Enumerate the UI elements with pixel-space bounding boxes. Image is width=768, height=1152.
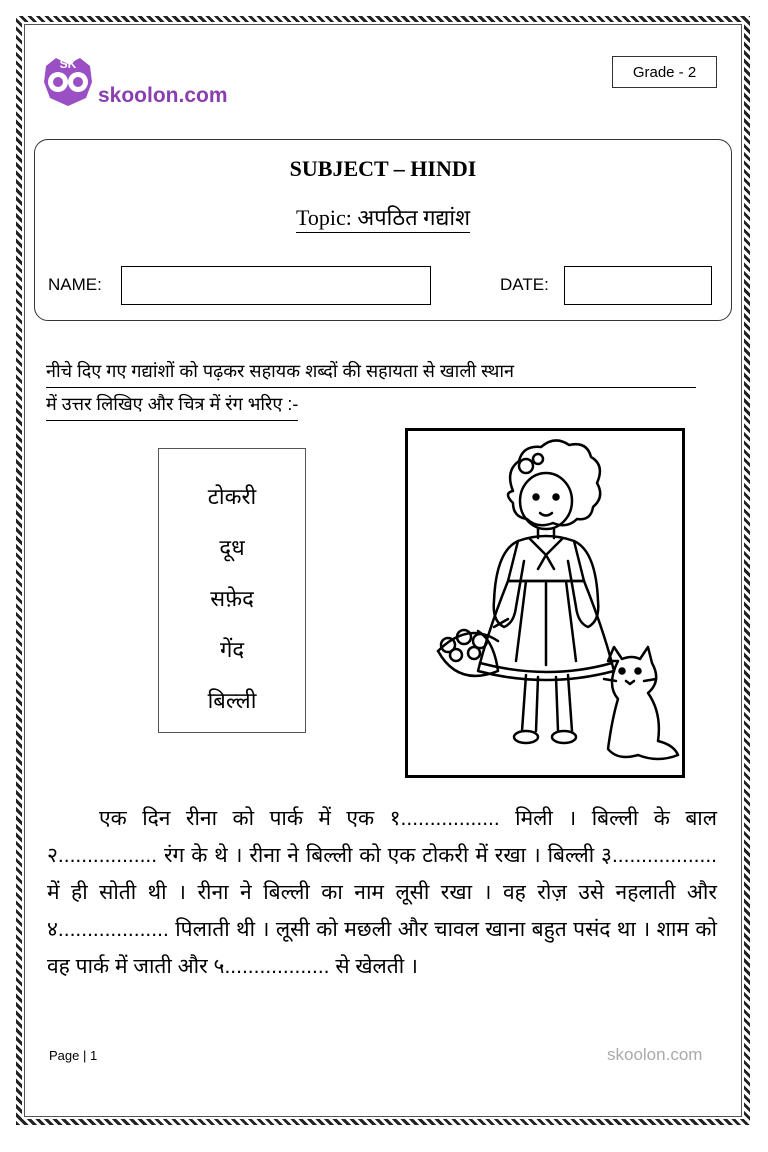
hint-word: गेंद: [219, 637, 245, 662]
logo[interactable]: [38, 52, 248, 112]
hint-word-box: [158, 448, 306, 733]
instruction-line-2: में उत्तर लिखिए और चित्र में रंग भरिए :-: [46, 388, 298, 421]
date-label: DATE:: [500, 275, 549, 294]
grade-badge: Grade - 2: [612, 56, 717, 88]
hint-word: टोकरी: [207, 484, 257, 509]
page-number: Page | 1: [49, 1048, 98, 1063]
logo-text: skoolon.com: [98, 84, 228, 107]
hint-word: दूध: [219, 535, 245, 560]
date-field[interactable]: [564, 266, 712, 305]
reading-passage: [47, 800, 717, 985]
owl-logo-icon: [38, 52, 98, 110]
footer-site: skoolon.com: [607, 1045, 703, 1064]
instruction-line-1: नीचे दिए गए गद्यांशों को पढ़कर सहायक शब्दों की सहायता से खाली स्थान: [46, 355, 696, 388]
subject-title: SUBJECT – HINDI: [289, 156, 477, 181]
name-label: NAME:: [48, 275, 102, 294]
passage-text: एक दिन रीना को पार्क में एक १................. मिली । बिल्ली के बाल २................. रंग के थे । रीना ने बिल्ली को एक टोकरी में रखा । बिल्ली ३.................. में ही सोती थी । रीना ने बिल्ली का नाम लूसी रखा । वह रोज़ उसे नहलाती और ४................... पिलाती थी । लूसी को मछली और चावल खाना बहुत पसंद था । शाम को वह पार्क में जाती और ५.................. से खेलती ।: [47, 807, 717, 978]
hint-word: सफ़ेद: [210, 586, 254, 611]
worksheet-header: [34, 139, 732, 321]
topic-text: Topic: अपठित गद्यांश: [296, 205, 470, 233]
topic-title: [35, 202, 731, 232]
name-field[interactable]: [121, 266, 431, 305]
instruction: [46, 355, 711, 421]
hint-word: बिल्ली: [207, 688, 257, 713]
girl-with-flower-basket-and-cat-illustration: [405, 428, 685, 778]
svg-text:SK: SK: [59, 57, 77, 71]
